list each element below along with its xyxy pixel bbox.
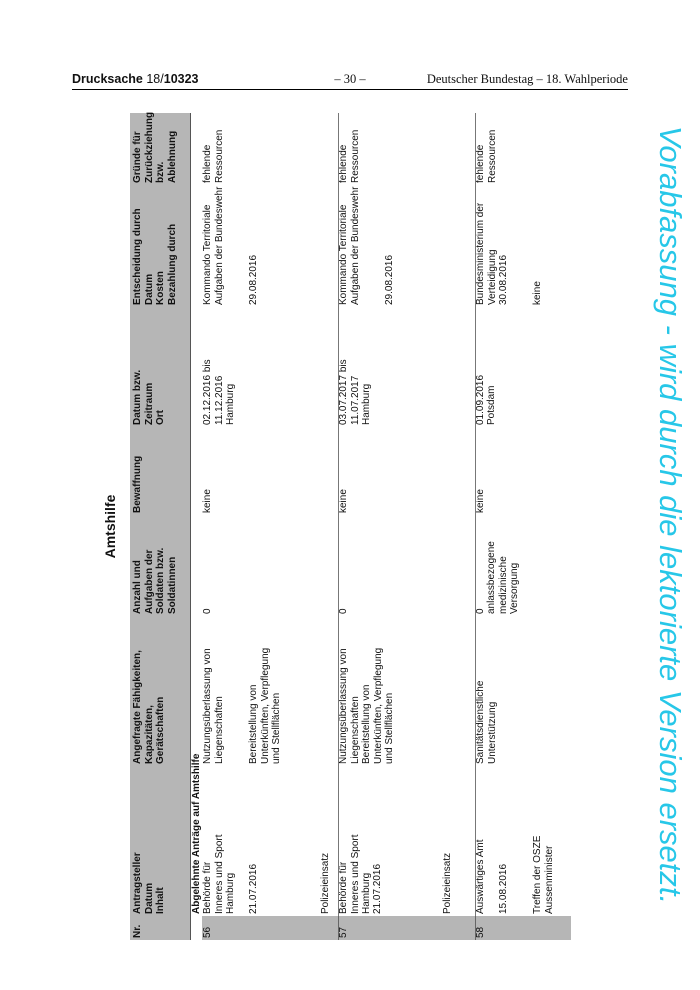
decision-by <box>202 187 225 305</box>
column-header <box>132 548 178 614</box>
soldiers-line: 0 <box>338 608 349 614</box>
table-header <box>130 113 191 940</box>
place <box>361 384 373 425</box>
capabilities <box>202 648 225 764</box>
applicant <box>475 840 487 914</box>
column-header-line: Gerätschaften <box>155 696 166 764</box>
armament <box>475 489 487 513</box>
column-header <box>132 370 167 425</box>
rejection-reason-line: fehlende <box>338 144 349 183</box>
table-row <box>202 113 338 940</box>
decision-by <box>338 187 361 305</box>
decision-by-line: Bundesministerium der <box>475 202 486 305</box>
applicant <box>202 835 237 915</box>
section-label <box>191 113 202 940</box>
capabilities-line: Sanitätsdienstliche <box>475 680 486 764</box>
column-header-line: Zeitraum <box>143 382 155 425</box>
column-header-line: Gründe für <box>132 131 143 183</box>
applicant-content-line: Polizeieinsatz <box>442 852 453 914</box>
applicant-line: Auswärtiges Amt <box>475 839 486 914</box>
column-header-line: Ort <box>155 410 166 425</box>
soldiers <box>202 608 214 614</box>
table-row <box>475 113 571 940</box>
rejection-reason <box>475 130 498 183</box>
column-header-line: Aufgaben der <box>143 549 155 614</box>
rejection-reason-line: fehlende <box>202 144 213 183</box>
rotated-table-container <box>98 111 555 940</box>
decision-date-line: 29.08.2016 <box>248 254 259 305</box>
section-text: Abgelehnte Anträge auf Amtshilfe <box>191 753 202 914</box>
decision-date-line: 29.08.2016 <box>384 254 395 305</box>
capabilities-detail <box>248 648 283 764</box>
row-separator <box>475 113 476 916</box>
column-header <box>132 925 144 938</box>
document-number: Drucksache 18/10323 <box>72 72 199 86</box>
header-rule <box>72 89 628 90</box>
soldiers-tasks <box>486 541 521 614</box>
period <box>475 375 487 425</box>
column-header-line: Antragsteller <box>132 852 143 914</box>
period-line: 03.07.2017 bis <box>338 359 349 425</box>
decision-by-line: Aufgaben der Bundeswehr <box>213 186 225 305</box>
decision-by-line: Aufgaben der Bundeswehr <box>349 186 361 305</box>
decision-by-line: Verteidigung <box>486 249 498 305</box>
armament <box>202 489 214 513</box>
costs <box>532 281 544 305</box>
period <box>338 359 361 425</box>
decision-by-line: Kommando Territoriale <box>338 204 349 305</box>
column-header <box>132 208 178 305</box>
row-number <box>475 927 487 938</box>
column-header-line: Kapazitäten, <box>143 705 155 764</box>
column-header-line: Datum bzw. <box>132 369 143 425</box>
rejection-reason-line: Ressourcen <box>213 129 225 183</box>
capabilities-line: Nutzungsüberlassung von <box>202 648 213 764</box>
place <box>486 386 498 425</box>
column-header <box>132 852 167 914</box>
row-separator-number <box>338 916 339 940</box>
applicant-line: Hamburg <box>225 872 236 914</box>
place <box>225 384 237 425</box>
soldiers <box>475 608 487 614</box>
place-line: Hamburg <box>225 383 236 425</box>
applicant-date-line: 21.07.2016 <box>248 863 259 914</box>
row-number <box>202 927 214 938</box>
capabilities-detail <box>361 648 396 764</box>
capabilities-line: Liegenschaften <box>349 696 361 764</box>
applicant-content-line: Polizeieinsatz <box>320 852 331 914</box>
parliament-label: Deutscher Bundestag – 18. Wahlperiode <box>426 72 628 86</box>
applicant-date <box>248 864 260 914</box>
decision-by <box>475 203 510 305</box>
column-header-line: Soldaten bzw. <box>155 547 166 614</box>
soldiers-tasks-line: anlassbezogene <box>486 541 497 614</box>
column-header-line: Datum <box>143 882 155 914</box>
page-number: – 30 – <box>334 72 366 86</box>
decision-by-line: 30.08.2016 <box>498 254 509 305</box>
row-number <box>338 927 350 938</box>
decision-date <box>384 255 396 305</box>
soldiers-line: 0 <box>202 608 213 614</box>
column-header <box>132 112 178 183</box>
table-row <box>338 113 475 940</box>
decision-by-line: Kommando Territoriale <box>202 204 213 305</box>
column-header-line: Anzahl und <box>132 560 143 614</box>
capabilities-detail-line: Bereitstellung von <box>248 684 259 764</box>
soldiers-tasks-line: medizinische <box>497 556 509 614</box>
capabilities-detail-line: und Stellflächen <box>271 692 282 764</box>
applicant-content <box>532 836 555 914</box>
soldiers-tasks-line: Versorgung <box>509 562 520 614</box>
rejection-reason-line: Ressourcen <box>486 129 498 183</box>
period-line: 11.12.2016 <box>213 375 225 425</box>
rejection-reason <box>338 130 361 183</box>
row-separator <box>338 113 339 916</box>
armament-line: keine <box>338 489 349 513</box>
column-header-line: Kosten <box>155 271 166 305</box>
amtshilfe-table <box>98 111 555 940</box>
capabilities <box>338 648 361 764</box>
armament-line: keine <box>202 489 213 513</box>
column-header-line: Datum <box>143 273 155 305</box>
applicant <box>338 835 373 915</box>
capabilities-detail-line: Unterkünften, Verpflegung <box>259 647 271 764</box>
column-header-line: Bewaffnung <box>132 455 143 513</box>
rejection-reason-line: Ressourcen <box>349 129 361 183</box>
decision-date <box>248 255 260 305</box>
capabilities-detail-line: Unterkünften, Verpflegung <box>372 647 384 764</box>
table-title: Amtshilfe <box>102 494 118 559</box>
applicant-content-line: Treffen der OSZE <box>532 835 543 914</box>
capabilities-line: Unterstützung <box>486 701 498 764</box>
applicant-line: Hamburg <box>361 872 372 914</box>
column-header-line: Zurückziehung <box>143 111 155 183</box>
applicant-content <box>442 853 454 914</box>
capabilities-line: Liegenschaften <box>213 696 225 764</box>
column-header-line: Bezahlung durch <box>166 223 178 305</box>
applicant-date <box>498 864 510 914</box>
capabilities-detail-line: und Stellflächen <box>384 692 395 764</box>
soldiers-line: 0 <box>475 608 486 614</box>
period-line: 02.12.2016 bis <box>202 359 213 425</box>
row-number-line: 56 <box>202 926 213 938</box>
watermark: Vorabfassung - wird durch die lektorierte Version ersetzt. <box>653 125 688 905</box>
applicant-line: Inneres und Sport <box>213 834 225 914</box>
column-header <box>132 650 167 764</box>
capabilities-line: Nutzungsüberlassung von <box>338 648 349 764</box>
capabilities <box>475 681 498 764</box>
column-header <box>132 456 144 513</box>
armament-line: keine <box>475 489 486 513</box>
column-header-line: Entscheidung durch <box>132 208 143 305</box>
period-line: 11.07.2017 <box>349 375 361 425</box>
place-line: Hamburg <box>361 383 372 425</box>
capabilities-detail-line: Bereitstellung von <box>361 684 372 764</box>
column-header-line: bzw. <box>155 161 166 183</box>
applicant-line: Behörde für <box>202 861 213 914</box>
applicant-date-line: 21.07.2016 <box>372 863 383 914</box>
applicant-date <box>372 864 384 914</box>
applicant-line: Inneres und Sport <box>349 834 361 914</box>
period-line: 01.09.2016 <box>475 374 486 425</box>
rejection-reason-line: fehlende <box>475 144 486 183</box>
applicant-content-line: Aussenminister <box>543 845 555 914</box>
period <box>202 359 225 425</box>
column-header-line: Angefragte Fähigkeiten, <box>132 650 143 764</box>
place-line: Potsdam <box>486 385 497 425</box>
column-header-line: Inhalt <box>155 887 166 914</box>
applicant-date-line: 15.08.2016 <box>498 863 509 914</box>
row-number-line: 57 <box>338 926 349 938</box>
rejection-reason <box>202 130 225 183</box>
costs-line: keine <box>532 281 543 305</box>
armament <box>338 489 350 513</box>
column-header-line: Soldatinnen <box>166 556 178 614</box>
column-header-line: Nr. <box>132 924 143 938</box>
column-header-line: Ablehnung <box>166 130 178 183</box>
row-separator-number <box>475 916 476 940</box>
applicant-line: Behörde für <box>338 861 349 914</box>
applicant-content <box>320 853 332 914</box>
soldiers <box>338 608 350 614</box>
row-number-line: 58 <box>475 926 486 938</box>
